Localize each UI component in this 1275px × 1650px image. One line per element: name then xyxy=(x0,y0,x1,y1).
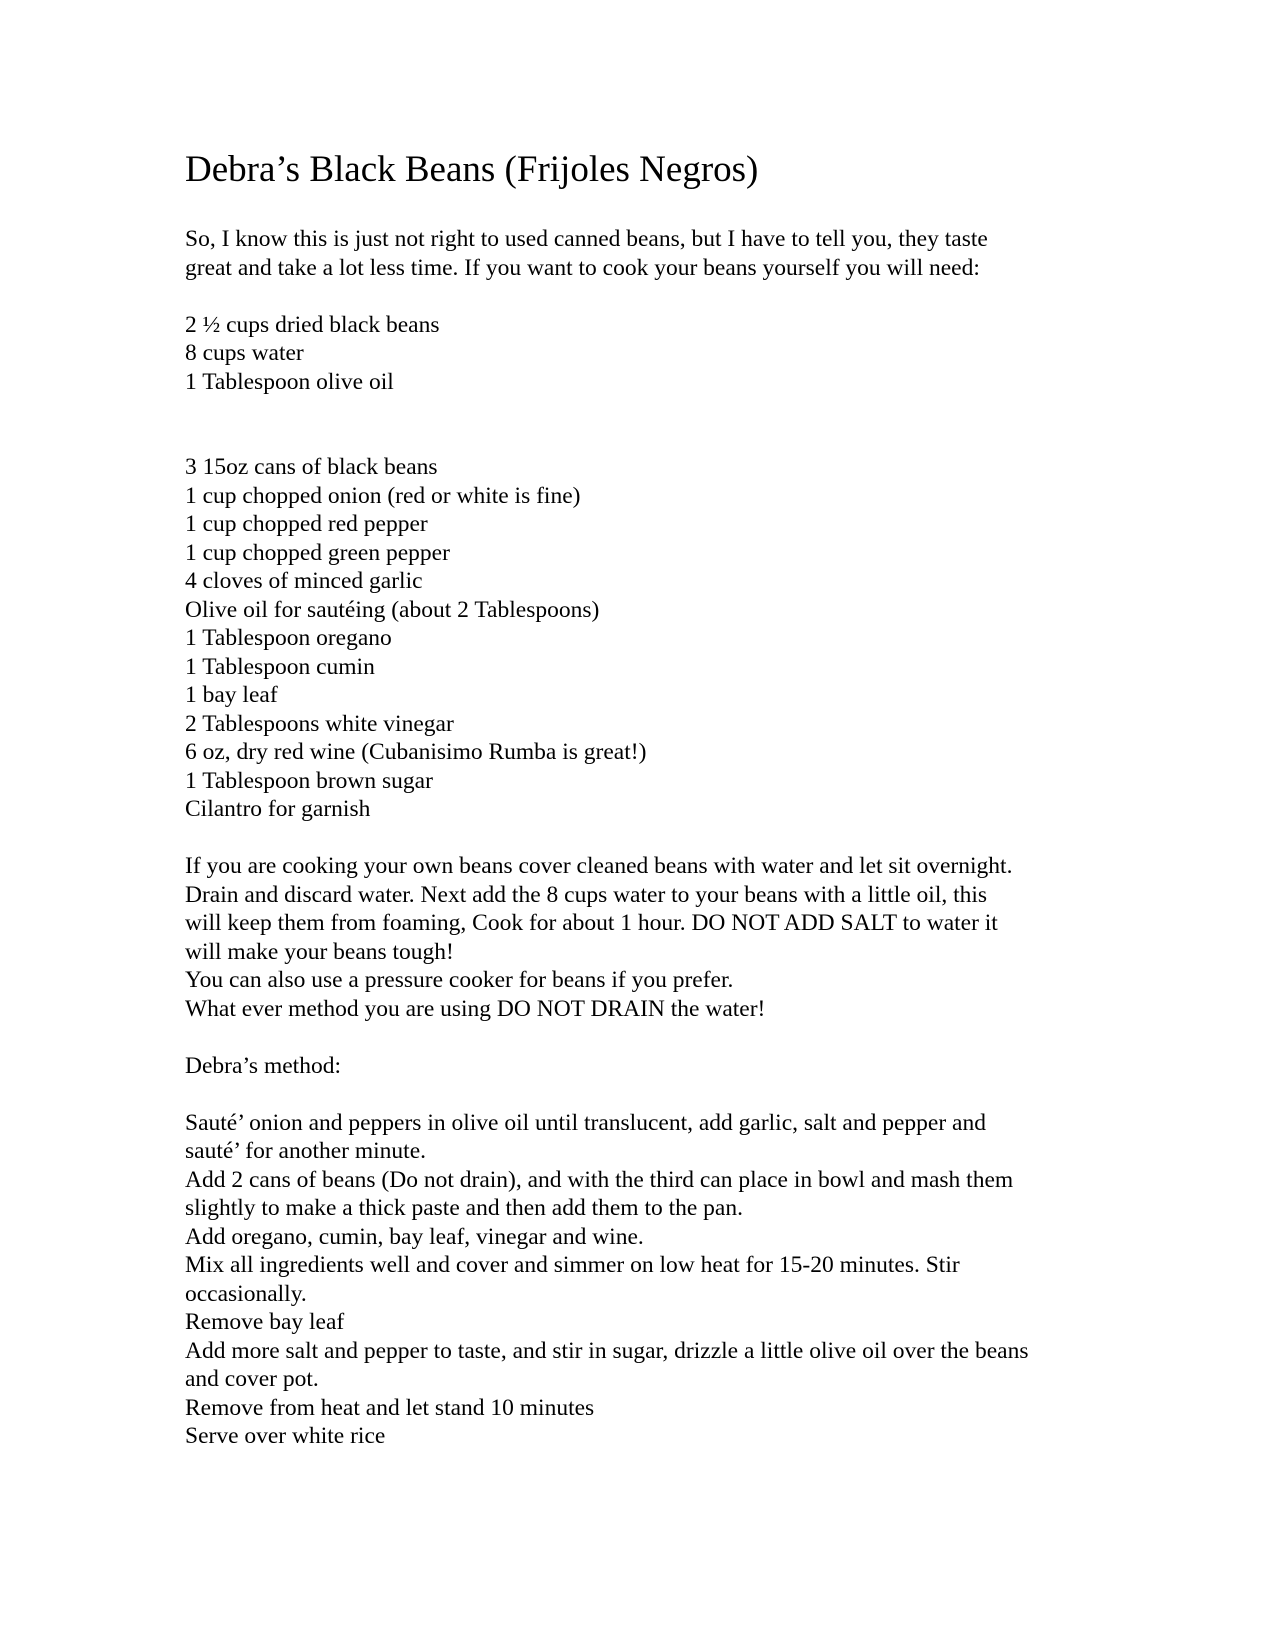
dried-bean-ingredient-list xyxy=(185,311,1085,397)
method-step-line: slightly to make a thick paste and then add them to the pan. xyxy=(185,1195,743,1221)
method-step-line: sauté’ for another minute. xyxy=(185,1138,427,1164)
method-step-line: Mix all ingredients well and cover and simmer on low heat for 15-20 minutes. Stir xyxy=(185,1252,960,1278)
ingredient-item: 1 cup chopped green pepper xyxy=(185,539,450,566)
intro-line: So, I know this is just not right to used canned beans, but I have to tell you, they taste xyxy=(185,226,988,252)
ingredient-item: 3 15oz cans of black beans xyxy=(185,454,438,480)
intro-paragraph xyxy=(185,225,1085,282)
paragraph-line: will keep them from foaming, Cook for about 1 hour. DO NOT ADD SALT to water it xyxy=(185,910,998,936)
ingredient-item: 1 Tablespoon brown sugar xyxy=(185,767,433,794)
paragraph-line: Drain and discard water. Next add the 8 cups water to your beans with a little oil, this xyxy=(185,881,988,908)
cooking-own-beans-paragraph xyxy=(185,852,1085,1023)
document-content xyxy=(185,148,1085,1451)
ingredient-item: 1 cup chopped red pepper xyxy=(185,511,428,537)
method-step-line: Remove bay leaf xyxy=(185,1309,345,1335)
ingredient-item: 4 cloves of minced garlic xyxy=(185,568,423,594)
method-step-line: Sauté’ onion and peppers in olive oil until translucent, add garlic, salt and pepper and xyxy=(185,1109,986,1136)
method-steps xyxy=(185,1109,1085,1451)
ingredient-item: 6 oz, dry red wine (Cubanisimo Rumba is great!) xyxy=(185,739,647,765)
method-step-line: Remove from heat and let stand 10 minutes xyxy=(185,1394,595,1421)
paragraph-line: You can also use a pressure cooker for beans if you prefer. xyxy=(185,967,734,993)
method-step-line: Add 2 cans of beans (Do not drain), and with the third can place in bowl and mash them xyxy=(185,1166,1014,1193)
method-step-line: Add oregano, cumin, bay leaf, vinegar and wine. xyxy=(185,1223,644,1250)
recipe-title: Debra’s Black Beans (Frijoles Negros) xyxy=(185,149,759,190)
paragraph-line: What ever method you are using DO NOT DRAIN the water! xyxy=(185,995,766,1022)
method-step-line: occasionally. xyxy=(185,1280,307,1307)
ingredient-item: 1 bay leaf xyxy=(185,682,278,708)
paragraph-line: will make your beans tough! xyxy=(185,938,454,965)
ingredient-item: 8 cups water xyxy=(185,340,304,366)
method-heading: Debra’s method: xyxy=(185,1052,341,1079)
method-step-line: Serve over white rice xyxy=(185,1423,386,1449)
method-step-line: Add more salt and pepper to taste, and stir in sugar, drizzle a little olive oil over the beans xyxy=(185,1337,1029,1364)
ingredient-item: 1 Tablespoon cumin xyxy=(185,653,375,680)
ingredient-item: Cilantro for garnish xyxy=(185,796,371,822)
intro-line: great and take a lot less time. If you want to cook your beans yourself you will need: xyxy=(185,254,980,281)
method-step-line: and cover pot. xyxy=(185,1366,319,1392)
main-ingredient-list xyxy=(185,453,1085,824)
ingredient-item: 1 Tablespoon oregano xyxy=(185,625,392,651)
ingredient-item: 2 ½ cups dried black beans xyxy=(185,311,440,338)
ingredient-item: 1 Tablespoon olive oil xyxy=(185,368,394,395)
ingredient-item: 2 Tablespoons white vinegar xyxy=(185,710,454,737)
ingredient-item: 1 cup chopped onion (red or white is fine) xyxy=(185,482,581,509)
paragraph-line: If you are cooking your own beans cover cleaned beans with water and let sit overnight. xyxy=(185,853,1013,879)
method-heading-block xyxy=(185,1052,1085,1081)
ingredient-item: Olive oil for sautéing (about 2 Tablespoons) xyxy=(185,596,600,623)
